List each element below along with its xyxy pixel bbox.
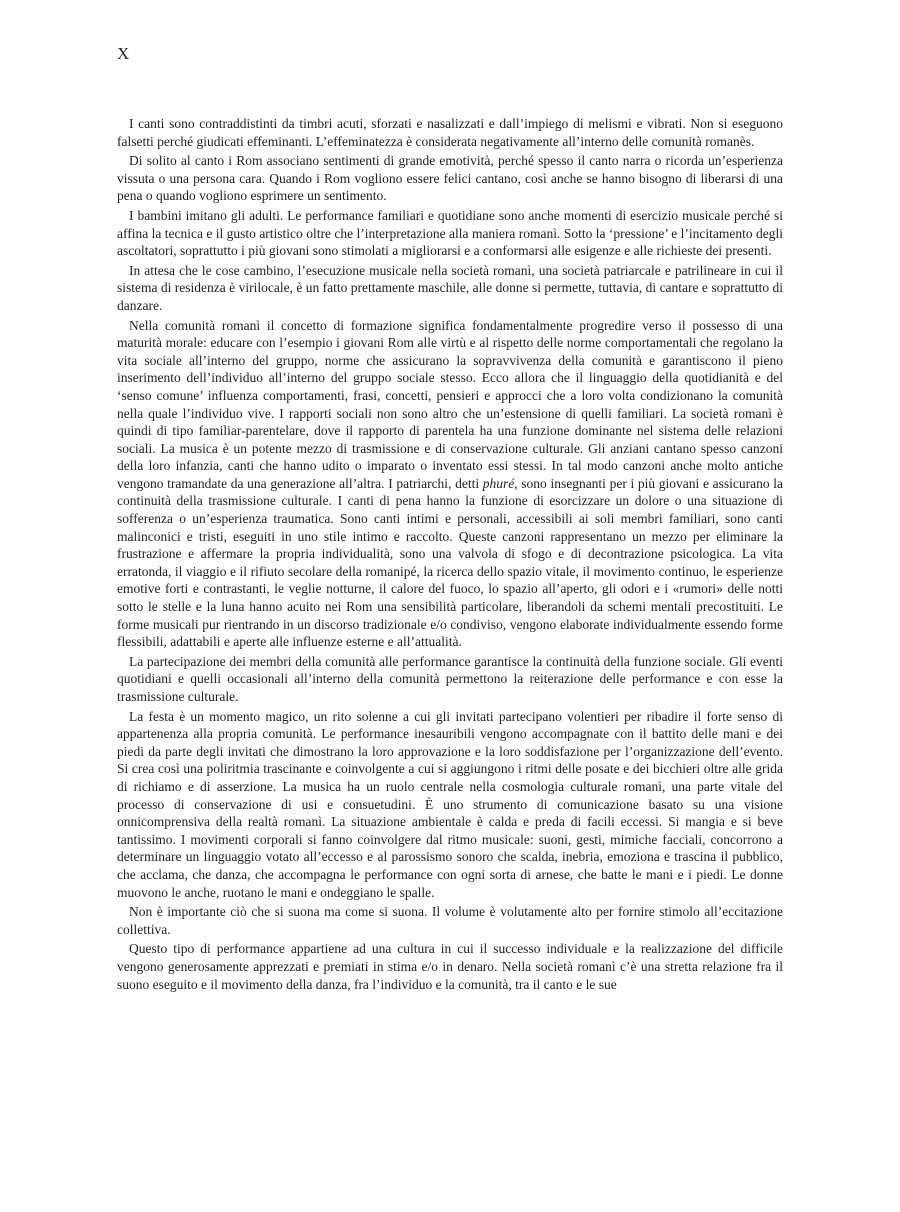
paragraph-text: Nella comunità romanì il concetto di formazione significa fondamentalmente progredire verso il possesso di una maturità morale: educare con l’esempio i giovani Rom alle virtù e al rispetto delle norme comportamentali che regolano la vita sociale all’interno del gruppo, norme che assicurano la sopravvivenza della comunità e garantiscono il pieno inserimento dell’individuo all’interno del gruppo sociale stesso. Ecco allora che il linguaggio della quotidianità e del ‘senso comune’ influenza comportamenti, frasi, concetti, pensieri e approcci che a loro volta condizionano la comunità nella quale l’individuo vive. I rapporti sociali non sono altro che un’estensione di quelli familiari. La società romanì è quindi di tipo familiar-parentelare, dove il rapporto di parentela ha una funzione dominante nel sistema delle relazioni sociali. La musica è un potente mezzo di trasmissione e di conservazione culturale. Gli anziani cantano spesso canzoni della loro infanzia, canti che hanno udito o imparato o inventato essi stessi. In tal modo canzoni anche molto antiche vengono tramandate da una generazione all’altra. I patriarchi, detti bbox=[117, 317, 783, 491]
paragraph: I bambini imitano gli adulti. Le performance familiari e quotidiane sono anche momenti di esercizio musicale perché si affina la tecnica e il gusto artistico oltre che l’interpretazione alla maniera romanì. Sotto la ‘pressione’ e l’incitamento degli ascoltatori, soprattutto i più giovani sono stimolati a migliorarsi e a conformarsi alle esigenze e alle richieste dei presenti. bbox=[117, 207, 783, 259]
paragraph: Questo tipo di performance appartiene ad una cultura in cui il successo individuale e la realizzazione del difficile vengono generosamente apprezzati e premiati in stima e/o in denaro. Nella società romanì c’è una stretta relazione fra il suono eseguito e il movimento della danza, fra l’individuo e la comunità, tra il canto e le sue bbox=[117, 941, 783, 992]
paragraph: Non è importante ciò che si suona ma come si suona. Il volume è volutamente alto per fornire stimolo all’eccitazione collettiva. bbox=[117, 904, 783, 937]
paragraph: Di solito al canto i Rom associano sentimenti di grande emotività, perché spesso il canto narra o ricorda un’esperienza vissuta o una persona cara. Quando i Rom vogliono essere felici cantano, così anche se hanno bisogno di liberarsi di una pena o quando vogliono esprimere un sentimento. bbox=[117, 153, 783, 204]
paragraph: In attesa che le cose cambino, l’esecuzione musicale nella società romanì, una società patriarcale e patrilineare in cui il sistema di residenza è virilocale, è un fatto prettamente maschile, alle donne si permette, tuttavia, di cantare e soprattutto di danzare. bbox=[117, 262, 783, 313]
paragraph-text-continuation: , sono insegnanti per i più giovani e assicurano la continuità della trasmissione culturale. I canti di pena hanno la funzione di esorcizzare un dolore o una situazione di sofferenza o un’esperienza traumatica. Sono canti intimi e personali, accessibili ai soli membri familiari, sono canti malinconici e tristi, eseguiti in uno stile intimo e raccolto. Queste canzoni rappresentano un mezzo per eliminare la frustrazione e affermare la propria individualità, sono una valvola di sfogo e di decontrazione psicologica. La vita erratonda, il viaggio e il rifiuto secolare della romanipé, la ricerca dello spazio vitale, il movimento continuo, le esperienze emotive forti e contrastanti, le veglie notturne, il calore del fuoco, lo spazio all’aperto, gli odori e i «rumori» delle notti sotto le stelle e la luna hanno acuito nei Rom una sensibilità particolare, liberandoli da schemi mentali precostituiti. Le forme musicali pur rientrando in un discorso tradizionale e/o condiviso, vengono elaborate individualmente essendo forme flessibili, adattabili e aperte alle influenze esterne e all’attualità. bbox=[117, 475, 783, 650]
paragraph: I canti sono contraddistinti da timbri acuti, sforzati e nasalizzati e dall’impiego di melismi e vibrati. Non si eseguono falsetti perché giudicati effeminanti. L’effeminatezza è considerata negativamente all’interno delle comunità romanès. bbox=[117, 116, 783, 149]
paragraph: La partecipazione dei membri della comunità alle performance garantisce la continuità della funzione sociale. Gli eventi quotidiani e quelli occasionali all’interno della comunità permettono la reiterazione delle performance e con esse la trasmissione culturale. bbox=[117, 653, 783, 704]
body-text bbox=[117, 115, 783, 995]
italic-term: phuré bbox=[482, 475, 515, 491]
page-number: X bbox=[117, 44, 130, 63]
paragraph bbox=[117, 317, 783, 651]
paragraph: La festa è un momento magico, un rito solenne a cui gli invitati partecipano volentieri per ribadire il forte senso di appartenenza alla propria comunità. Le performance inesauribili vengono accompagnate con il battito delle mani e dei piedi da parte degli invitati che dimostrano la loro approvazione e la loro soddisfazione per l’organizzazione dell’evento. Si crea così una poliritmia trascinante e coinvolgente a cui si aggiungono i ritmi delle posate e dei bicchieri oltre alle grida di richiamo e di asserzione. La musica ha un ruolo centrale nella cosmologia culturale romanì, una parte vitale del processo di conservazione di usi e consuetudini. È uno strumento di comunicazione basato su una visione onnicomprensiva della realtà romanì. La situazione ambientale è calda e preda di facili eccessi. Si mangia e si beve tantissimo. I movimenti corporali si fanno coinvolgere dal ritmo musicale: suoni, gesti, mimiche facciali, concorrono a determinare un linguaggio votato all’eccesso e al parossismo sonoro che scalda, inebria, emoziona e trascina il pubblico, che acclama, che danza, che accompagna le performance con ogni sorta di arnese, che batte le mani e i piedi. Le donne muovono le anche, ruotano le mani e ondeggiano le spalle. bbox=[117, 708, 783, 900]
